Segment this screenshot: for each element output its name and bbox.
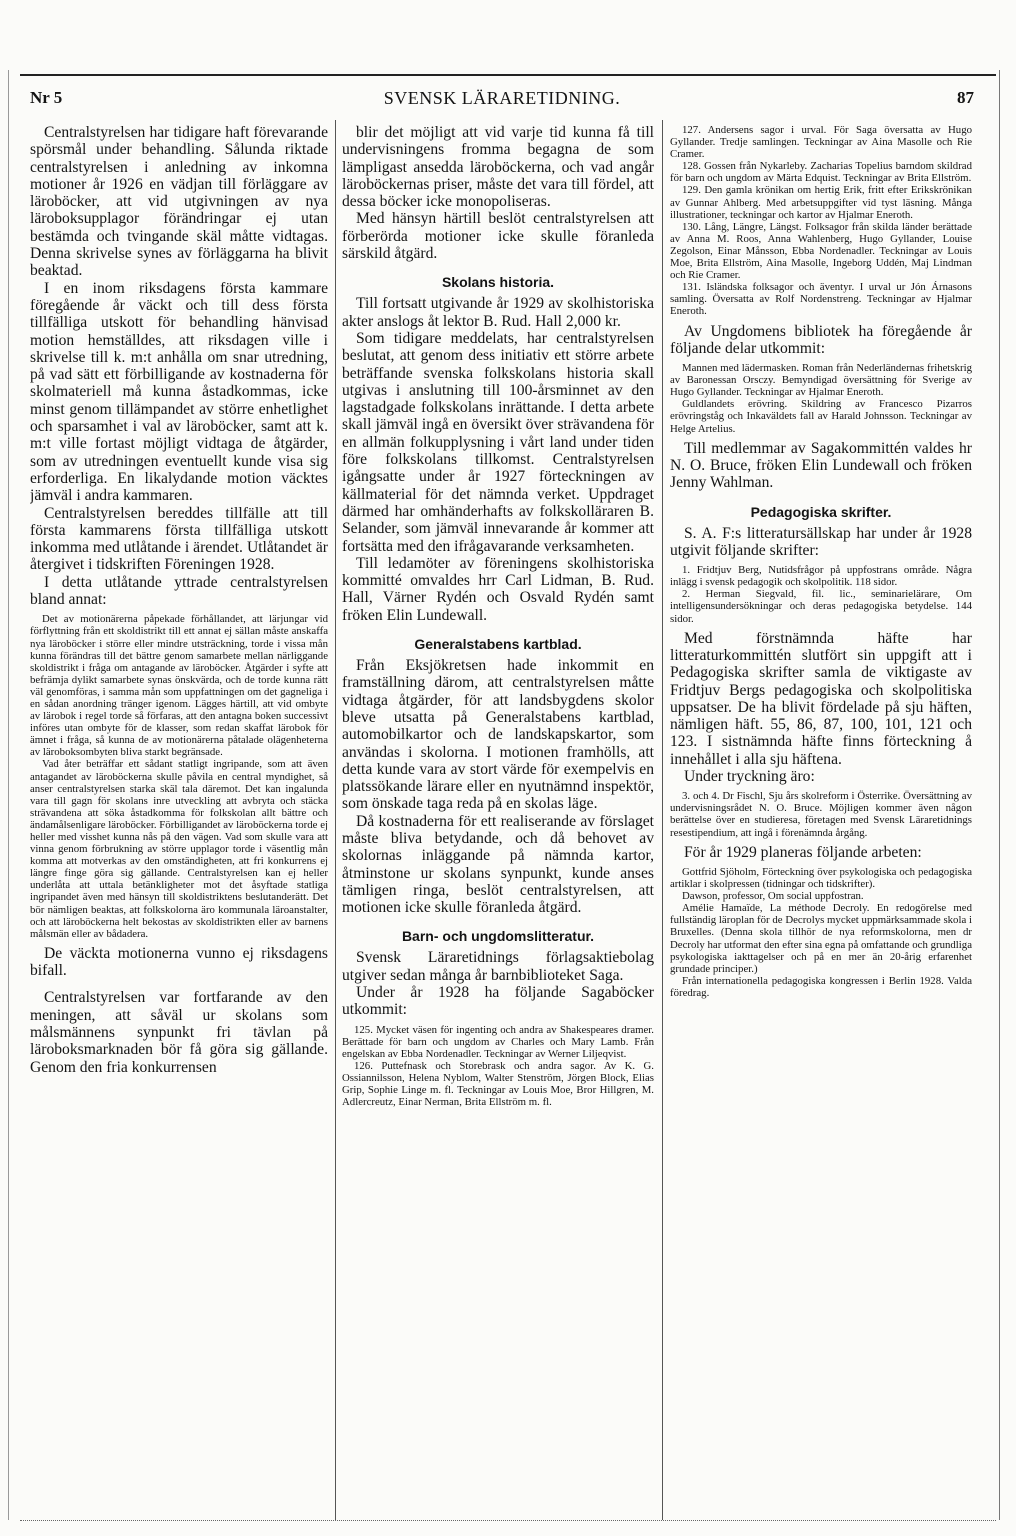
paragraph: blir det möjligt att vid varje tid kunna få till undervisningens fromma begagna de som lämpligast ansedda läroböckerna, och vad angår läroböckernas priser, måste det vara till fördel, att dessa böcker icke monopoliseras. [342, 124, 654, 211]
book-entry: 1. Fridtjuv Berg, Nutidsfrågor på uppfostrans område. Några inlägg i svensk pedagogik och skolpolitik. 118 sidor. [670, 564, 972, 589]
paragraph: Från Eksjökretsen hade inkommit en framställning därom, att centralstyrelsen måtte vidtaga åtgärder, för att landsbygdens skolor bleve utsatta på Generalstabens kartblad, automobilkartor och de landskapskartor, som användas i skolorna. I motionen framhölls, att detta kunde vara av stort värde för exempelvis en platssökande lärare eller en nyutnämnd inspektör, som önskade taga reda på en skolas läge. [342, 657, 654, 813]
book-entry: 130. Lång, Längre, Längst. Folksagor från skilda länder berättade av Anna M. Roos, Anna Wahlenberg, Hugo Gyllander, Louise Zegolson, Einar Månsson, Ebba Nordenadler. Teckningar av Louis Moe, Brita Ellström, Aina Masolle, Ingeborg Uddén, Maj Lindman och Rie Cramer. [670, 220, 972, 282]
paragraph: Till ledamöter av föreningens skolhistoriska kommitté omvaldes hrr Carl Lidman, B. Rud. Hall, Värner Rydén och Osvald Rydén samt fröken Elin Lundewall. [342, 554, 654, 624]
paragraph: Då kostnaderna för ett realiserande av förslaget måste bliva betydande, och då behovet av skolornas inläggande på nämnda kartor, åtminstone ur skolans synpunkt, kunde anses tämligen ringa, beslöt centralstyrelsen, att motionen icke skulle föranleda åtgärd. [342, 812, 654, 917]
header-rule [20, 74, 996, 76]
quoted-paragraph: Vad åter beträffar ett sådant statligt ingripande, som att även antagandet av läroböckerna skulle påvila en central myndighet, så anser centralstyrelsen starka skäl tala däremot. Det kan ingalunda vara till gagn för skolans inre utveckling att avbryta och stäcka strävandena att söka åstadkomma för folkskolan allt bättre och ändamålsenligare läroböcker. Förbilligandet av läroböckerna torde ej heller med visshet kunna nås på den vägen. Vad som skulle vara att vinna genom förbrukning av större upplagor torde i väsentlig mån komma att motverkas av den omständigheten, att fri konkurrens ej längre finge göra sig gällande. Centralstyrelsen kan ej heller underlåta att uttala betänkligheter mot det åsyftade statliga ingripandet även med hänsyn till skoldistriktens beslutanderätt. Det bör nämligen beaktas, att folkskolorna äro kommunala läroanstalter, och att läroböckerna helt bekostas av skoldistrikten eller av barnens målsmän eller av bådadera. [30, 758, 328, 940]
paragraph: S. A. F:s litteratursällskap har under år 1928 utgivit följande skrifter: [670, 524, 972, 559]
paragraph: Centralstyrelsen var fortfarande av den meningen, att såväl ur skolans som målsmännens synpunkt fri tävlan på läroboksmarknaden bör få göra sig gällande. Genom den fria konkurrensen [30, 989, 328, 1076]
column-rule-2 [662, 120, 663, 1520]
left-margin-rule [8, 70, 9, 1520]
section-heading: Skolans historia. [441, 274, 555, 291]
paragraph: Med hänsyn härtill beslöt centralstyrelsen att förberörda motioner icke skulle föranleda särskild åtgärd. [342, 210, 654, 263]
column-2 [342, 124, 654, 1524]
paragraph: För år 1929 planeras följande arbeten: [684, 843, 922, 861]
book-entry: 129. Den gamla krönikan om hertig Erik, fritt efter Erikskrönikan av Gunnar Ahlberg. Med arbetsuppgifter vid tyst läsning. Många illustrationer, teckningar och kartor av Hjalmar Eneroth. [670, 184, 972, 221]
paragraph: Som tidigare meddelats, har centralstyrelsen beslutat, att genom dess initiativ ett större arbete beträffande svenska folkskolans historia skall utgivas i anslutning till 100-årsminnet av den lagstadgade folkskolans inrättande. I detta arbete skall jämväl ingå en översikt över strävandena för en allmän folkupplysning i vårt land under tiden före folkskolans tillkomst. Centralstyrelsen igångsatte under år 1927 förteckningen av källmaterial för det nämnda verket. Uppdraget därmed har omhänderhafts av folkskolläraren B. Selander, som jämväl innevarande år kommer att fortsätta med den ifrågavarande verksamheten. [342, 329, 654, 555]
paragraph: Svensk Läraretidnings förlagsaktiebolag utgiver sedan många år barnbiblioteket Saga. [342, 949, 654, 984]
book-entry: Amélie Hamaïde, La méthode Decroly. En redogörelse med fullständig läroplan för de Decrolys mycket uppmärksammade skola i Bruxelles. (Denna skola tillhör de nya reformskolorna, men dr Decroly har utformat den efter sina egna på omfattande och grundliga psykologiska iakttagelser och på en mer än 20-årig erfarenhet grundade principer.) [670, 902, 972, 975]
section-heading: Pedagogiska skrifter. [750, 503, 892, 520]
section-heading: Barn- och ungdomslitteratur. [401, 928, 595, 945]
book-entry: Guldlandets erövring. Skildring av Francesco Pizarros erövringståg och Inkaväldets fall av Harald Johnsson. Teckningar av Helge Artelius. [670, 398, 972, 435]
book-entry: 125. Mycket väsen för ingenting och andra av Shakespeares dramer. Berättade för barn och ungdom av Charles och Mary Lamb. Från engelskan av Ebba Nordenadler. Teckningar av Werner Liljeqvist. [342, 1023, 654, 1060]
paragraph: Med förstnämnda häfte har litteraturkommittén slutfört sin uppgift att i Pedagogiska skrifter samla de viktigaste av Fridtjuv Bergs pedagogiska och skolpolitiska uppsatser. De ha blivit fördelade på sju häften, nämligen häft. 55, 86, 87, 100, 101, 121 och 123. I sistnämnda häfte finns förteckning å innehållet i alla sju häftena. [670, 629, 972, 768]
paragraph: I detta utlåtande yttrade centralstyrelsen bland annat: [30, 573, 328, 609]
section-heading: Generalstabens kartblad. [414, 636, 582, 653]
journal-title: SVENSK LÄRARETIDNING. [383, 88, 621, 108]
page-number: 87 [957, 88, 974, 107]
issue-number: Nr 5 [30, 88, 63, 107]
paragraph: Till fortsatt utgivande år 1929 av skolhistoriska akter anslogs åt lektor B. Rud. Hall 2,000 kr. [342, 295, 654, 330]
book-entry: Från internationella pedagogiska kongressen i Berlin 1928. Valda föredrag. [670, 974, 972, 999]
paragraph: Centralstyrelsen bereddes tillfälle att till första kammarens första tillfälliga utskott inkomma med utlåtande i ärendet. Utlåtandet är återgivet i tidskriften Föreningen 1928. [30, 504, 328, 574]
column-3 [670, 124, 972, 1464]
paragraph: Centralstyrelsen har tidigare haft förevarande spörsmål under behandling. Sålunda riktade centralstyrelsen i anledning av inkomna motioner år 1926 en vädjan till förläggare av läroböcker, att vid utgivningen av nya läroboksupplagor förändringar ej utan bestämda och tvingande skäl måtte vidtagas. Denna skrivelse synes av förläggarna ha blivit beaktad. [30, 124, 328, 280]
paragraph: Av Ungdomens bibliotek ha föregående år följande delar utkommit: [670, 322, 972, 357]
paragraph: Till medlemmar av Sagakommittén valdes hr N. O. Bruce, fröken Elin Lundewall och fröken Jenny Wahlman. [670, 439, 972, 492]
book-entry: Dawson, professor, Om social uppfostran. [682, 890, 864, 903]
column-1 [30, 124, 328, 1516]
book-entry: 2. Herman Siegvald, fil. lic., seminarielärare, Om intelligensundersökningar och deras pedagogiska betydelse. 144 sidor. [670, 588, 972, 625]
footer-rule [20, 1520, 996, 1521]
paragraph: De väckta motionerna vunno ej riksdagens bifall. [30, 944, 328, 980]
right-margin-rule [999, 70, 1000, 1520]
paragraph: I en inom riksdagens första kammare föregående år väckt och till dess första tillfälliga utskott för behandling hänvisad motion hemställdes, att riksdagen ville i skrivelse till k. m:t anhålla om snar utredning, på vad sätt ett förbilligande av kostnaderna för skolmateriell må kunna åstadkommas, icke minst genom tillämpandet av större enhetlighet och sparsamhet i val av läroböcker, samt att k. m:t ville fortast möjligt vidtaga de åtgärder, som av utredningen eventuellt kunde visa sig erforderliga. En likalydande motion väcktes jämväl i andra kammaren. [30, 279, 328, 505]
paragraph: Under år 1928 ha följande Sagaböcker utkommit: [342, 984, 654, 1019]
book-entry: 3. och 4. Dr Fischl, Sju års skolreform i Österrike. Översättning av undervisningsrådet N. O. Bruce. Möjligen kommer även någon berättelse över en studieresa, företagen med Svensk Läraretidnings resestipendium, att ingå i förenämnda årgång. [670, 790, 972, 839]
quoted-paragraph: Det av motionärerna påpekade förhållandet, att lärjungar vid förflyttning från ett skoldistrikt till ett annat ej sällan måste anskaffa nya läroböcker i större eller mindre utsträckning, torde i vissa mån kunna förändras till det bättre genom samarbete mellan närliggande skoldistrikt i fråga om antagande av läroböcker. Åtgärder i syfte att befrämja dylikt samarbete synas önskvärda, och de torde kunna rätt väl genomföras, i samma mån som uppfattningen om det gagneliga i en sådan anordning tränger igenom. Lägges härtill, att vid ombyte av lärobok i regel torde så förfaras, att den antagna boken successivt införes utan ombyte för de klasser, som redan skaffat lärobok för ämnet i fråga, så kunna de av motionärerna påtalade olägenheterna av läroboksombyten bliva starkt begränsade. [30, 613, 328, 759]
book-entry: 126. Puttefnask och Storebrask och andra sagor. Av K. G. Ossiannilsson, Helena Nyblom, Walter Stenström, Jörgen Block, Elias Grip, Sophie Linge m. fl. Teckningar av Louis Moe, Bror Hillgren, M. Adlercreutz, Einar Nerman, Brita Ellström m. fl. [342, 1059, 654, 1109]
column-rule-1 [335, 120, 336, 1520]
book-entry: 131. Isländska folksagor och äventyr. I urval ur Jón Árnasons samling. Översatta av Rolf Nordenstreng. Teckningar av Hjalmar Eneroth. [670, 281, 972, 318]
book-entry: 127. Andersens sagor i urval. För Saga översatta av Hugo Gyllander. Tredje samlingen. Teckningar av Aina Masolle och Rie Cramer. [670, 124, 972, 161]
paragraph: Under tryckning äro: [684, 767, 815, 785]
book-entry: 128. Gossen från Nykarleby. Zacharias Topelius barndom skildrad för barn och ungdom av Märta Edquist. Teckningar av Brita Ellström. [670, 160, 972, 185]
page-header [30, 88, 974, 112]
book-entry: Gottfrid Sjöholm, Förteckning över psykologiska och pedagogiska artiklar i skolpressen (tidningar och tidskrifter). [670, 865, 972, 891]
book-entry: Mannen med lädermasken. Roman från Nederländernas frihetskrig av Baronessan Orsczy. Bemyndigad översättning för Sverige av Hugo Gyllander. Teckningar av Hjalmar Eneroth. [670, 362, 972, 399]
